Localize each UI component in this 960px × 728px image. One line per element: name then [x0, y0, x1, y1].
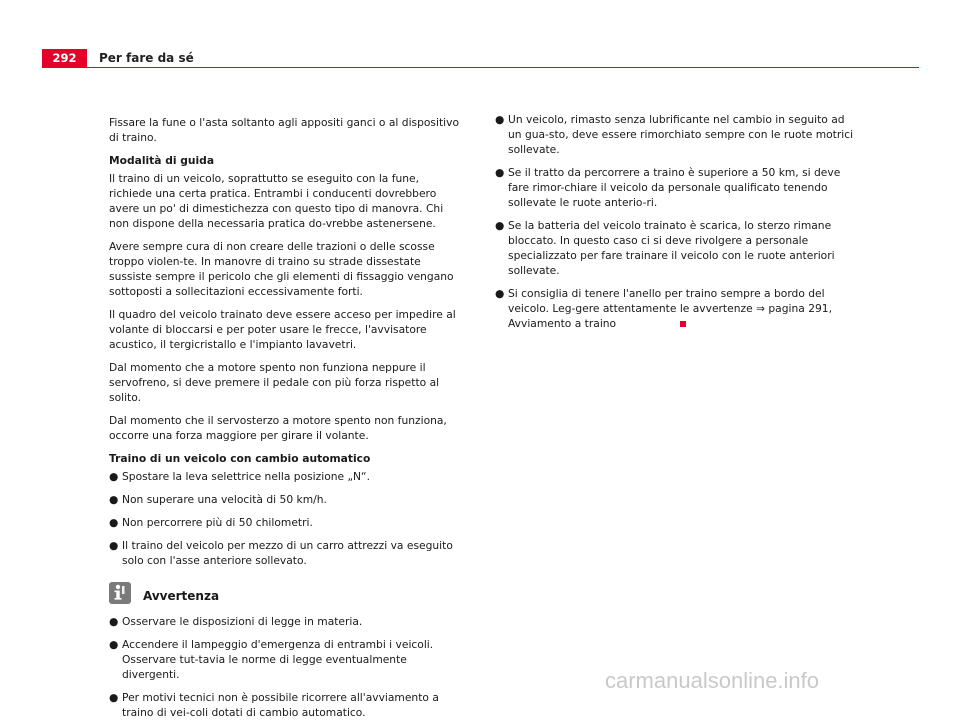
- bullet-icon: ●: [109, 615, 119, 628]
- header-rule: [42, 67, 919, 68]
- paragraph: Avere sempre cura di non creare delle trazioni o delle scosse troppo violen-te. In manovre di traino su strade dissestate sussiste sempre il pericolo che gli elementi di fissaggio vengano sottoposti a sollecitazioni eccessivamente forti.: [109, 240, 454, 298]
- list-item: [109, 690, 464, 720]
- bullet-icon: ●: [109, 470, 119, 483]
- list-item: [109, 538, 464, 568]
- page-number: 292: [42, 49, 87, 67]
- list-item-text: Accendere il lampeggio d'emergenza di entrambi i veicoli. Osservare tut-tavia le norme di legge eventualmente divergenti.: [122, 638, 434, 681]
- bullet-icon: ●: [495, 113, 505, 126]
- paragraph: Il quadro del veicolo trainato deve essere acceso per impedire al volante di bloccarsi e per poter usare le frecce, l'avvisatore acustico, il tergicristallo e l'impianto lavavetri.: [109, 308, 456, 351]
- warning-title: Avvertenza: [143, 589, 220, 603]
- list-item-text: Per motivi tecnici non è possibile ricorrere all'avviamento a traino di vei-coli dotati di cambio automatico.: [122, 691, 439, 719]
- bullet-icon: ●: [495, 219, 505, 232]
- bullet-icon: ●: [495, 287, 505, 300]
- list-item-text: Il traino del veicolo per mezzo di un carro attrezzi va eseguito solo con l'asse anteriore sollevato.: [122, 539, 453, 567]
- list-item-text: Se il tratto da percorrere a traino è superiore a 50 km, si deve fare rimor-chiare il veicolo da personale qualificato tenendo sollevate le ruote anterio-ri.: [508, 166, 841, 209]
- list-item: [109, 637, 464, 682]
- list-item-text: Un veicolo, rimasto senza lubrificante nel cambio in seguito ad un gua-sto, deve essere rimorchiato sempre con le ruote motrici sollevate.: [508, 113, 854, 156]
- info-person-icon: [109, 582, 131, 604]
- list-item: [109, 515, 464, 530]
- bullet-icon: ●: [109, 539, 119, 552]
- page-title: Per fare da sé: [99, 51, 194, 65]
- bullet-icon: ●: [109, 691, 119, 704]
- paragraph: Dal momento che a motore spento non funziona neppure il servofreno, si deve premere il pedale con più forza rispetto al solito.: [109, 361, 440, 404]
- end-of-section-icon: [680, 321, 686, 327]
- intro-text: Fissare la fune o l'asta soltanto agli appositi ganci o al dispositivo di traino.: [109, 116, 459, 144]
- list-item-text: Non percorrere più di 50 chilometri.: [122, 516, 313, 529]
- bullet-icon: ●: [109, 493, 119, 506]
- section-heading-mode: Modalità di guida: [109, 154, 215, 167]
- list-item: [495, 112, 855, 157]
- list-item: [109, 614, 464, 629]
- list-item-text: Spostare la leva selettrice nella posizione „N“.: [122, 470, 370, 483]
- list-item: [495, 218, 855, 278]
- bullet-icon: ●: [109, 638, 119, 651]
- list-item-text: Se la batteria del veicolo trainato è scarica, lo sterzo rimane bloccato. In questo caso ci si deve rivolgere a personale specializzato per fare trainare il veicolo con le ruote anteriori sollevate.: [508, 219, 835, 277]
- paragraph: Dal momento che il servosterzo a motore spento non funziona, occorre una forza maggiore per girare il volante.: [109, 414, 447, 442]
- right-column: [495, 112, 855, 339]
- list-item-text: Non superare una velocità di 50 km/h.: [122, 493, 327, 506]
- list-item: [495, 286, 855, 331]
- list-item-text: Osservare le disposizioni di legge in materia.: [122, 615, 363, 628]
- list-item: [109, 492, 464, 507]
- left-column: [109, 115, 464, 728]
- list-item-text: Si consiglia di tenere l'anello per traino sempre a bordo del veicolo. Leg-gere attentamente le avvertenze ⇒ pagina 291, Avviamento a traino: [508, 287, 833, 330]
- bullet-icon: ●: [109, 516, 119, 529]
- bullet-icon: ●: [495, 166, 505, 179]
- list-item: [495, 165, 855, 210]
- paragraph: Il traino di un veicolo, soprattutto se eseguito con la fune, richiede una certa pratica. Entrambi i conducenti dovrebbero avere un po' di dimestichezza con questo tipo di manovra. Chi non dispone della necessaria pratica do-vrebbe astenersene.: [109, 172, 444, 230]
- section-heading-auto: Traino di un veicolo con cambio automatico: [109, 452, 371, 465]
- warning-header: [109, 582, 464, 604]
- list-item: [109, 469, 464, 484]
- watermark: carmanualsonline.info: [605, 668, 820, 693]
